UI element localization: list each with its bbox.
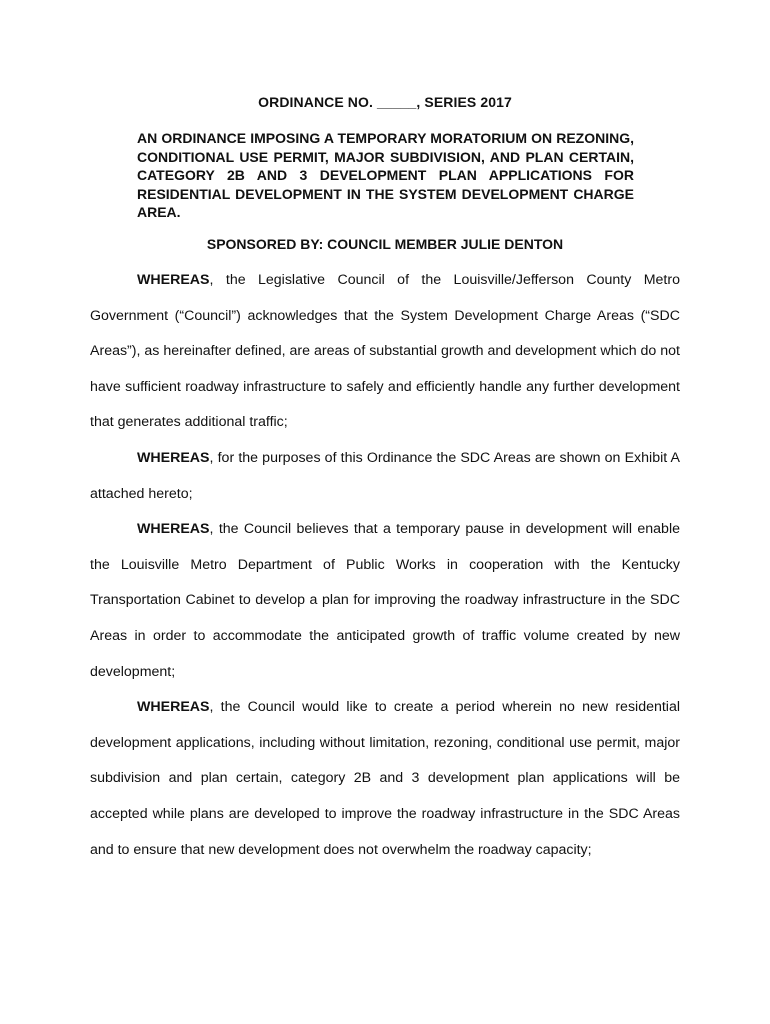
whereas-paragraph-4 [90, 690, 680, 868]
ordinance-title: ORDINANCE NO. _____, SERIES 2017 [258, 94, 512, 110]
whereas-paragraph-3 [90, 512, 680, 690]
document-body [90, 263, 680, 868]
ordinance-subtitle: AN ORDINANCE IMPOSING A TEMPORARY MORATORIUM ON REZONING, CONDITIONAL USE PERMIT, MAJOR SUBDIVISION, AND PLAN CERTAIN, CATEGORY 2B AND 3 DEVELOPMENT PLAN APPLICATIONS FOR RESIDENTIAL DEVELOPMENT IN THE SYSTEM DEVELOPMENT CHARGE AREA. [137, 130, 634, 220]
whereas-lead: WHEREAS [137, 272, 210, 288]
whereas-lead: WHEREAS [137, 521, 210, 538]
paragraph-text: , for the purposes of this Ordinance the SDC Areas are shown on Exhibit A attached hereto; [90, 449, 680, 502]
paragraph-text: , the Legislative Council of the Louisville/Jefferson County Metro Government (“Council”) acknowledges that the System Development Charge Areas (“SDC Areas”), as hereinafter defined, are areas of substantial growth and development which do not have sufficient roadway infrastructure to safely and efficiently handle any further development that generates additional traffic; [90, 272, 680, 431]
sponsor-line: SPONSORED BY: COUNCIL MEMBER JULIE DENTON [206, 236, 564, 252]
paragraph-text: , the Council would like to create a period wherein no new residential development applications, including without limitation, rezoning, conditional use permit, major subdivision and plan certain, category 2B and 3 development plan applications will be accepted while plans are developed to improve the roadway infrastructure in the SDC Areas and to ensure that new development does not overwhelm the roadway capacity; [90, 699, 680, 858]
whereas-lead: WHEREAS [137, 449, 210, 466]
whereas-lead: WHEREAS [137, 699, 210, 716]
whereas-paragraph-2 [90, 441, 680, 512]
whereas-paragraph-1 [90, 263, 680, 441]
paragraph-text: , the Council believes that a temporary pause in development will enable the Louisville Metro Department of Public Works in cooperation with the Kentucky Transportation Cabinet to develop a plan for improving the roadway infrastructure in the SDC Areas in order to accommodate the anticipated growth of traffic volume created by new development; [90, 521, 680, 680]
